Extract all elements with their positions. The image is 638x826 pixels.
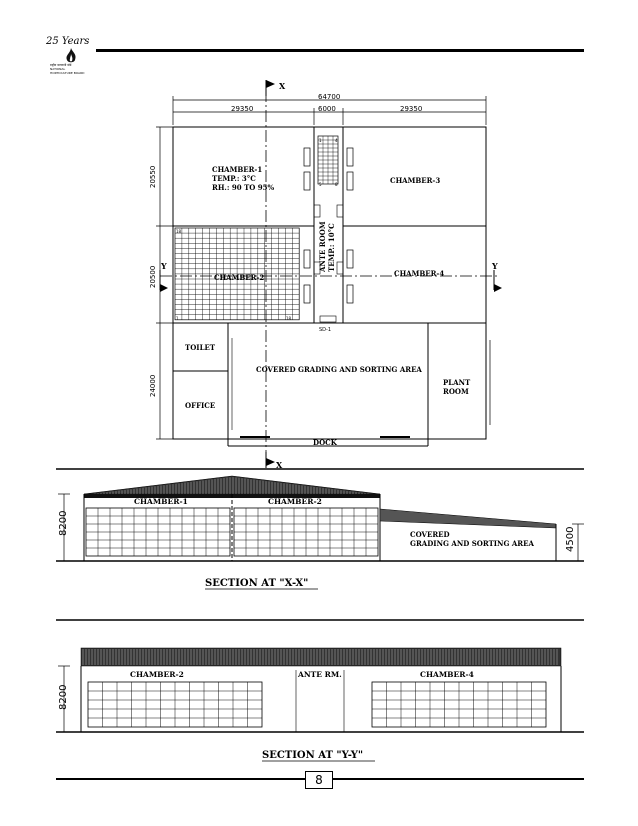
dock-label: DOCK <box>313 438 337 447</box>
ante-room-temp: TEMP.: 10°C <box>327 223 336 272</box>
office-label: OFFICE <box>185 401 216 410</box>
rack-number: 5 <box>319 182 322 187</box>
logo-line-2: NATIONAL <box>50 67 66 71</box>
ante-room-label: ANTE ROOM <box>318 221 327 272</box>
logo-script: 25 Years <box>46 36 90 47</box>
section-xx-chamber-2: CHAMBER-2 <box>268 497 322 506</box>
section-flag-x-top <box>266 80 275 96</box>
dim-v3: 24000 <box>149 374 157 397</box>
logo-line-1: राष्ट्रीय बागवानी बोर्ड <box>50 63 72 67</box>
chamber-1-label: CHAMBER-1 <box>212 165 263 174</box>
logo-line-3: HORTICULTURE BOARD <box>50 71 85 75</box>
dim-right: 29350 <box>400 105 423 113</box>
rack-number: 8 <box>335 182 338 187</box>
section-yy-chamber-4: CHAMBER-4 <box>420 670 474 679</box>
plant-room-label-1: PLANT <box>443 378 471 387</box>
rack-number: 1 <box>319 138 322 143</box>
x-bottom-label: X <box>276 460 283 470</box>
footer-rule-right <box>333 778 584 780</box>
chamber-2-label: CHAMBER-2 <box>214 273 265 282</box>
toilet-label: TOILET <box>185 343 216 352</box>
y-right-label: Y <box>492 261 498 271</box>
dim-v2: 20500 <box>149 265 157 288</box>
grading-area-label: COVERED GRADING AND SORTING AREA <box>256 365 422 374</box>
section-y-y <box>56 648 584 732</box>
section-xx-covered: COVERED <box>410 530 450 539</box>
dim-left: 29350 <box>231 105 254 113</box>
dim-v1: 20550 <box>149 165 157 188</box>
sd-label: SD-1 <box>319 327 332 333</box>
section-xx-height-left: 8200 <box>58 510 69 536</box>
section-yy-height-left: 8200 <box>58 684 69 710</box>
plant-room-label-2: ROOM <box>443 387 469 396</box>
section-yy-title: SECTION AT "Y-Y" <box>262 750 364 761</box>
section-yy-ante: ANTE RM. <box>298 670 342 679</box>
ante-room-rack-grid <box>318 136 338 184</box>
footer-rule-left <box>56 778 305 780</box>
section-xx-title: SECTION AT "X-X" <box>205 578 309 589</box>
rack-number: 1 <box>176 316 179 321</box>
chamber-3-label: CHAMBER-3 <box>390 176 441 185</box>
section-flag-y-right <box>494 270 502 292</box>
chamber-1-temp: TEMP.: 3°C <box>212 174 256 183</box>
dim-overall: 64700 <box>318 93 341 101</box>
rack-number: 18 <box>176 229 182 234</box>
y-left-label: Y <box>161 261 167 271</box>
section-xx-chamber-1: CHAMBER-1 <box>134 497 188 506</box>
section-flag-x-bottom <box>266 452 275 468</box>
chamber-1-rh: RH.: 90 TO 95% <box>212 183 275 192</box>
x-top-label: X <box>279 81 286 91</box>
section-xx-grading: GRADING AND SORTING AREA <box>410 539 534 548</box>
dim-mid: 6000 <box>318 105 336 113</box>
section-yy-chamber-2: CHAMBER-2 <box>130 670 184 679</box>
page-number: 8 <box>305 771 333 789</box>
section-xx-height-right: 4500 <box>565 526 576 552</box>
section-x-x <box>56 476 584 561</box>
section-flag-y-left <box>160 270 168 292</box>
rack-number: 4 <box>335 138 338 143</box>
chamber-4-label: CHAMBER-4 <box>394 269 445 278</box>
rack-number: 18 <box>286 316 292 321</box>
